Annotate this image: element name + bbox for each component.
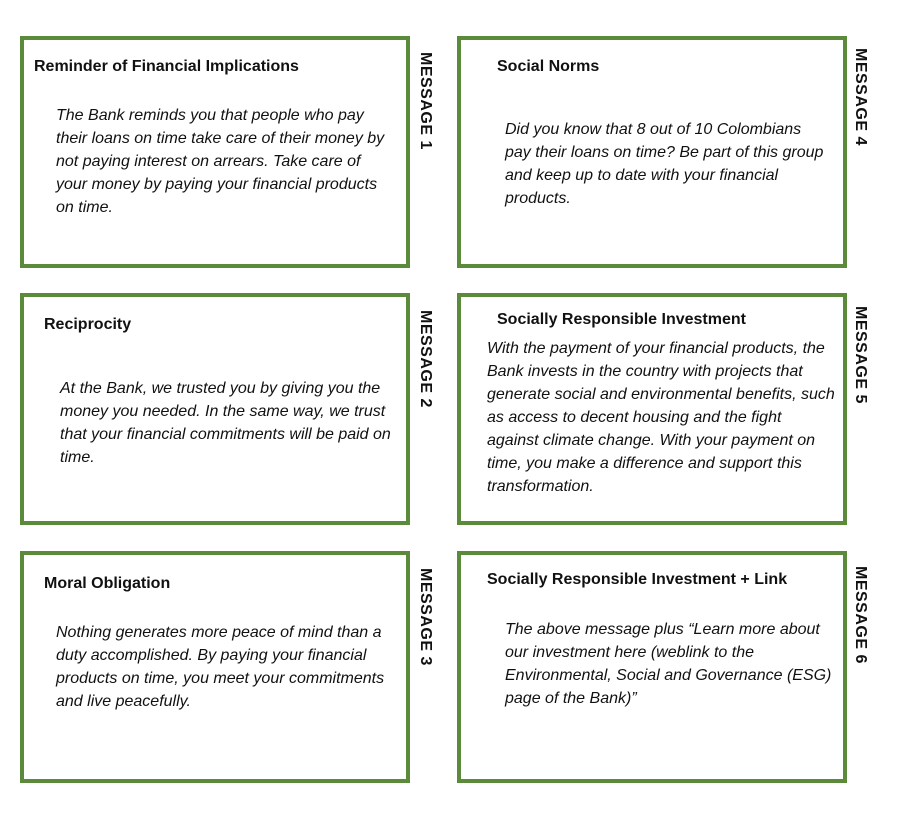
message-label: MESSAGE 4 <box>852 48 869 146</box>
card-title: Socially Responsible Investment + Link <box>487 571 788 588</box>
message-card-reminder-financial-implications <box>20 36 410 268</box>
card-body: Nothing generates more peace of mind than a duty accomplished. By paying your financial products on time, you meet your commitments and live peacefully. <box>56 624 385 710</box>
card-title: Socially Responsible Investment <box>497 311 746 328</box>
card-body: The above message plus “Learn more about our investment here (weblink to the Environmental, Social and Governance (ESG) page of the Bank)” <box>505 621 832 707</box>
message-card-social-norms <box>457 36 847 268</box>
message-card-moral-obligation <box>20 551 410 783</box>
card-title: Reminder of Financial Implications <box>34 58 299 75</box>
card-body: With the payment of your financial products, the Bank invests in the country with projects that generate social and environmental benefits, such as access to decent housing and the fight against climate change. With your payment on time, you make a difference and support this transformation. <box>487 340 835 495</box>
message-card-socially-responsible-investment <box>457 293 847 525</box>
message-label: MESSAGE 3 <box>417 568 434 666</box>
message-label: MESSAGE 6 <box>852 566 869 664</box>
message-label: MESSAGE 1 <box>417 52 434 150</box>
message-label: MESSAGE 2 <box>417 310 434 408</box>
card-body: Did you know that 8 out of 10 Colombians pay their loans on time? Be part of this group and keep up to date with your financial products. <box>505 121 824 207</box>
card-title: Social Norms <box>497 58 600 75</box>
message-label: MESSAGE 5 <box>852 306 869 404</box>
card-body: The Bank reminds you that people who pay their loans on time take care of their money by not paying interest on arrears. Take care of your money by paying your financial products on time. <box>56 107 385 216</box>
message-card-socially-responsible-investment-link <box>457 551 847 783</box>
card-title: Moral Obligation <box>44 575 171 592</box>
message-card-reciprocity <box>20 293 410 525</box>
card-title: Reciprocity <box>44 316 132 333</box>
card-body: At the Bank, we trusted you by giving you the money you needed. In the same way, we trust that your financial commitments will be paid on time. <box>60 380 391 466</box>
